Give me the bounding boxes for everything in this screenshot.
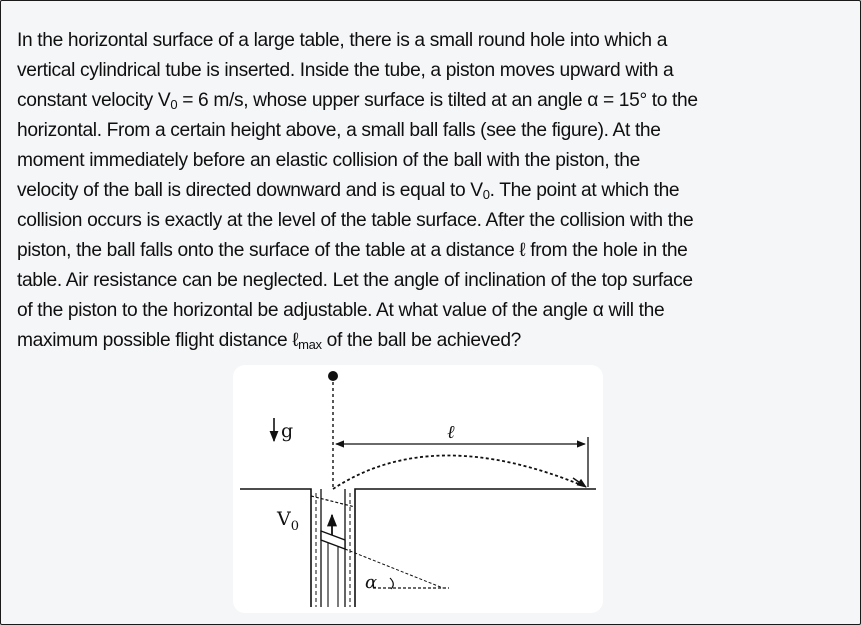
figure-panel [233,365,603,613]
piston-top [321,531,345,549]
problem-line-6 [17,176,847,206]
velocity-label [276,508,299,534]
problem-line-8: piston, the ball falls onto the surface of the table at a distance ℓ from the hole in the [17,240,688,261]
tilted-face-dashed [311,496,355,507]
angle-label: α [365,572,378,593]
problem-line-11-start: maximum possible flight distance ℓ [17,330,299,351]
problem-line-3 [17,86,847,116]
velocity-label-main: V [277,508,291,530]
piston-diagram [233,365,603,613]
angle-arc [390,578,393,589]
table-surface-right [355,489,596,607]
problem-statement [17,26,847,356]
problem-line-6-start: velocity of the ball is directed downward and is equal to V [17,180,483,201]
problem-line-11-end: of the ball be achieved? [321,330,521,351]
ball-trajectory [333,455,586,489]
velocity-label-sub: 0 [290,519,300,534]
problem-line-6-end: . The point at which the [489,180,680,201]
problem-line-9: table. Air resistance can be neglected. Let the angle of inclination of the top surface [17,270,693,291]
problem-line-3-end: = 6 m/s, whose upper surface is tilted at an angle α = 15° to the [177,90,698,111]
distance-label: ℓ [447,422,455,443]
angle-horizontal-ref [345,549,443,588]
ball [328,371,338,381]
problem-line-7: collision occurs is exactly at the level of the table surface. After the collision with the [17,210,694,231]
velocity-subscript: 0 [170,97,178,112]
max-subscript: max [298,337,322,352]
problem-line-2: vertical cylindrical tube is inserted. Inside the tube, a piston moves upward with a [17,60,674,81]
problem-line-4: horizontal. From a certain height above, a small ball falls (see the figure). At the [17,120,661,141]
table-surface-left [240,489,311,607]
velocity-subscript-2: 0 [482,187,490,202]
problem-line-10: of the piston to the horizontal be adjustable. At what value of the angle α will the [17,300,665,321]
problem-line-3-start: constant velocity V [17,90,171,111]
problem-line-5: moment immediately before an elastic collision of the ball with the piston, the [17,150,640,171]
problem-line-1: In the horizontal surface of a large table, there is a small round hole into which a [17,30,668,51]
trajectory-arrowhead [573,478,586,487]
problem-line-11 [17,326,847,356]
gravity-label: g [281,420,294,442]
